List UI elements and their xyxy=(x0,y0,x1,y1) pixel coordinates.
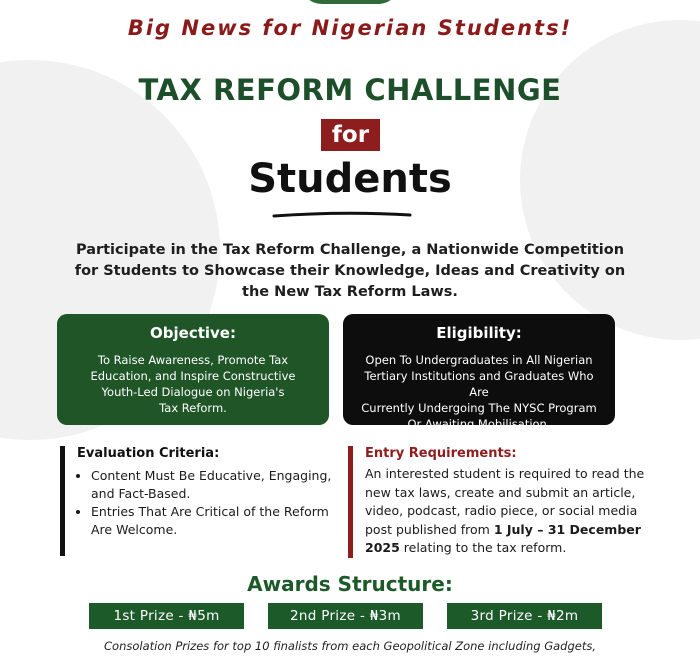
intro-paragraph xyxy=(60,240,640,303)
eligibility-line: Tertiary Institutions and Graduates Who Are xyxy=(364,369,594,399)
evaluation-item: • Content Must Be Educative, Engaging, and Fact-Based. xyxy=(91,467,340,503)
eligibility-line: Open To Undergraduates in All Nigerian xyxy=(365,353,593,367)
requirements-tail: relating to the tax reform. xyxy=(403,540,567,555)
entry-requirements xyxy=(348,446,648,558)
eligibility-card xyxy=(343,314,615,431)
first-prize-badge: 1st Prize - ₦5m xyxy=(89,603,244,629)
students-title: Students xyxy=(248,156,452,202)
second-prize-badge: 2nd Prize - ₦3m xyxy=(268,603,423,629)
objective-line: To Raise Awareness, Promote Tax xyxy=(97,353,289,367)
intro-line: the New Tax Reform Laws. xyxy=(242,284,458,300)
headline: Big News for Nigerian Students! xyxy=(127,16,573,40)
requirements-text xyxy=(365,465,648,558)
objective-card xyxy=(57,314,329,425)
objective-line: Youth-Led Dialogue on Nigeria's xyxy=(101,385,285,399)
objective-text xyxy=(71,352,315,416)
evaluation-title: Evaluation Criteria: xyxy=(77,446,220,461)
awards-title: Awards Structure: xyxy=(247,572,453,596)
eligibility-line: Currently Undergoing The NYSC Program xyxy=(361,401,597,415)
intro-line: for Students to Showcase their Knowledge, Ideas and Creativity on xyxy=(74,263,626,279)
requirements-dates: 1 July – 31 December 2025 xyxy=(365,521,641,555)
third-prize-badge: 3rd Prize - ₦2m xyxy=(447,603,602,629)
objective-title: Objective: xyxy=(150,324,236,342)
intro-line: Participate in the Tax Reform Challenge, a Nationwide Competition xyxy=(75,242,625,258)
objective-line: Education, and Inspire Constructive xyxy=(90,369,296,383)
evaluation-list xyxy=(77,467,340,539)
main-title: TAX REFORM CHALLENGE xyxy=(138,73,562,107)
requirements-body: An interested student is required to read the new tax laws, create and submit an article, video, podcast, radio piece, or social media post published from xyxy=(365,466,645,537)
title-underline xyxy=(272,210,412,220)
logo-arc xyxy=(300,0,400,4)
eligibility-text xyxy=(357,352,601,432)
eligibility-line: Or Awaiting Mobilisation. xyxy=(407,417,551,431)
evaluation-criteria xyxy=(60,446,340,556)
requirements-title: Entry Requirements: xyxy=(365,446,517,461)
objective-line: Tax Reform. xyxy=(159,401,227,415)
evaluation-item: • Entries That Are Critical of the Reform Are Welcome. xyxy=(91,503,340,539)
consolation-text: Consolation Prizes for top 10 finalists from each Geopolitical Zone including Gadgets, xyxy=(104,639,596,653)
for-badge: for xyxy=(321,119,380,151)
eligibility-title: Eligibility: xyxy=(436,324,522,342)
